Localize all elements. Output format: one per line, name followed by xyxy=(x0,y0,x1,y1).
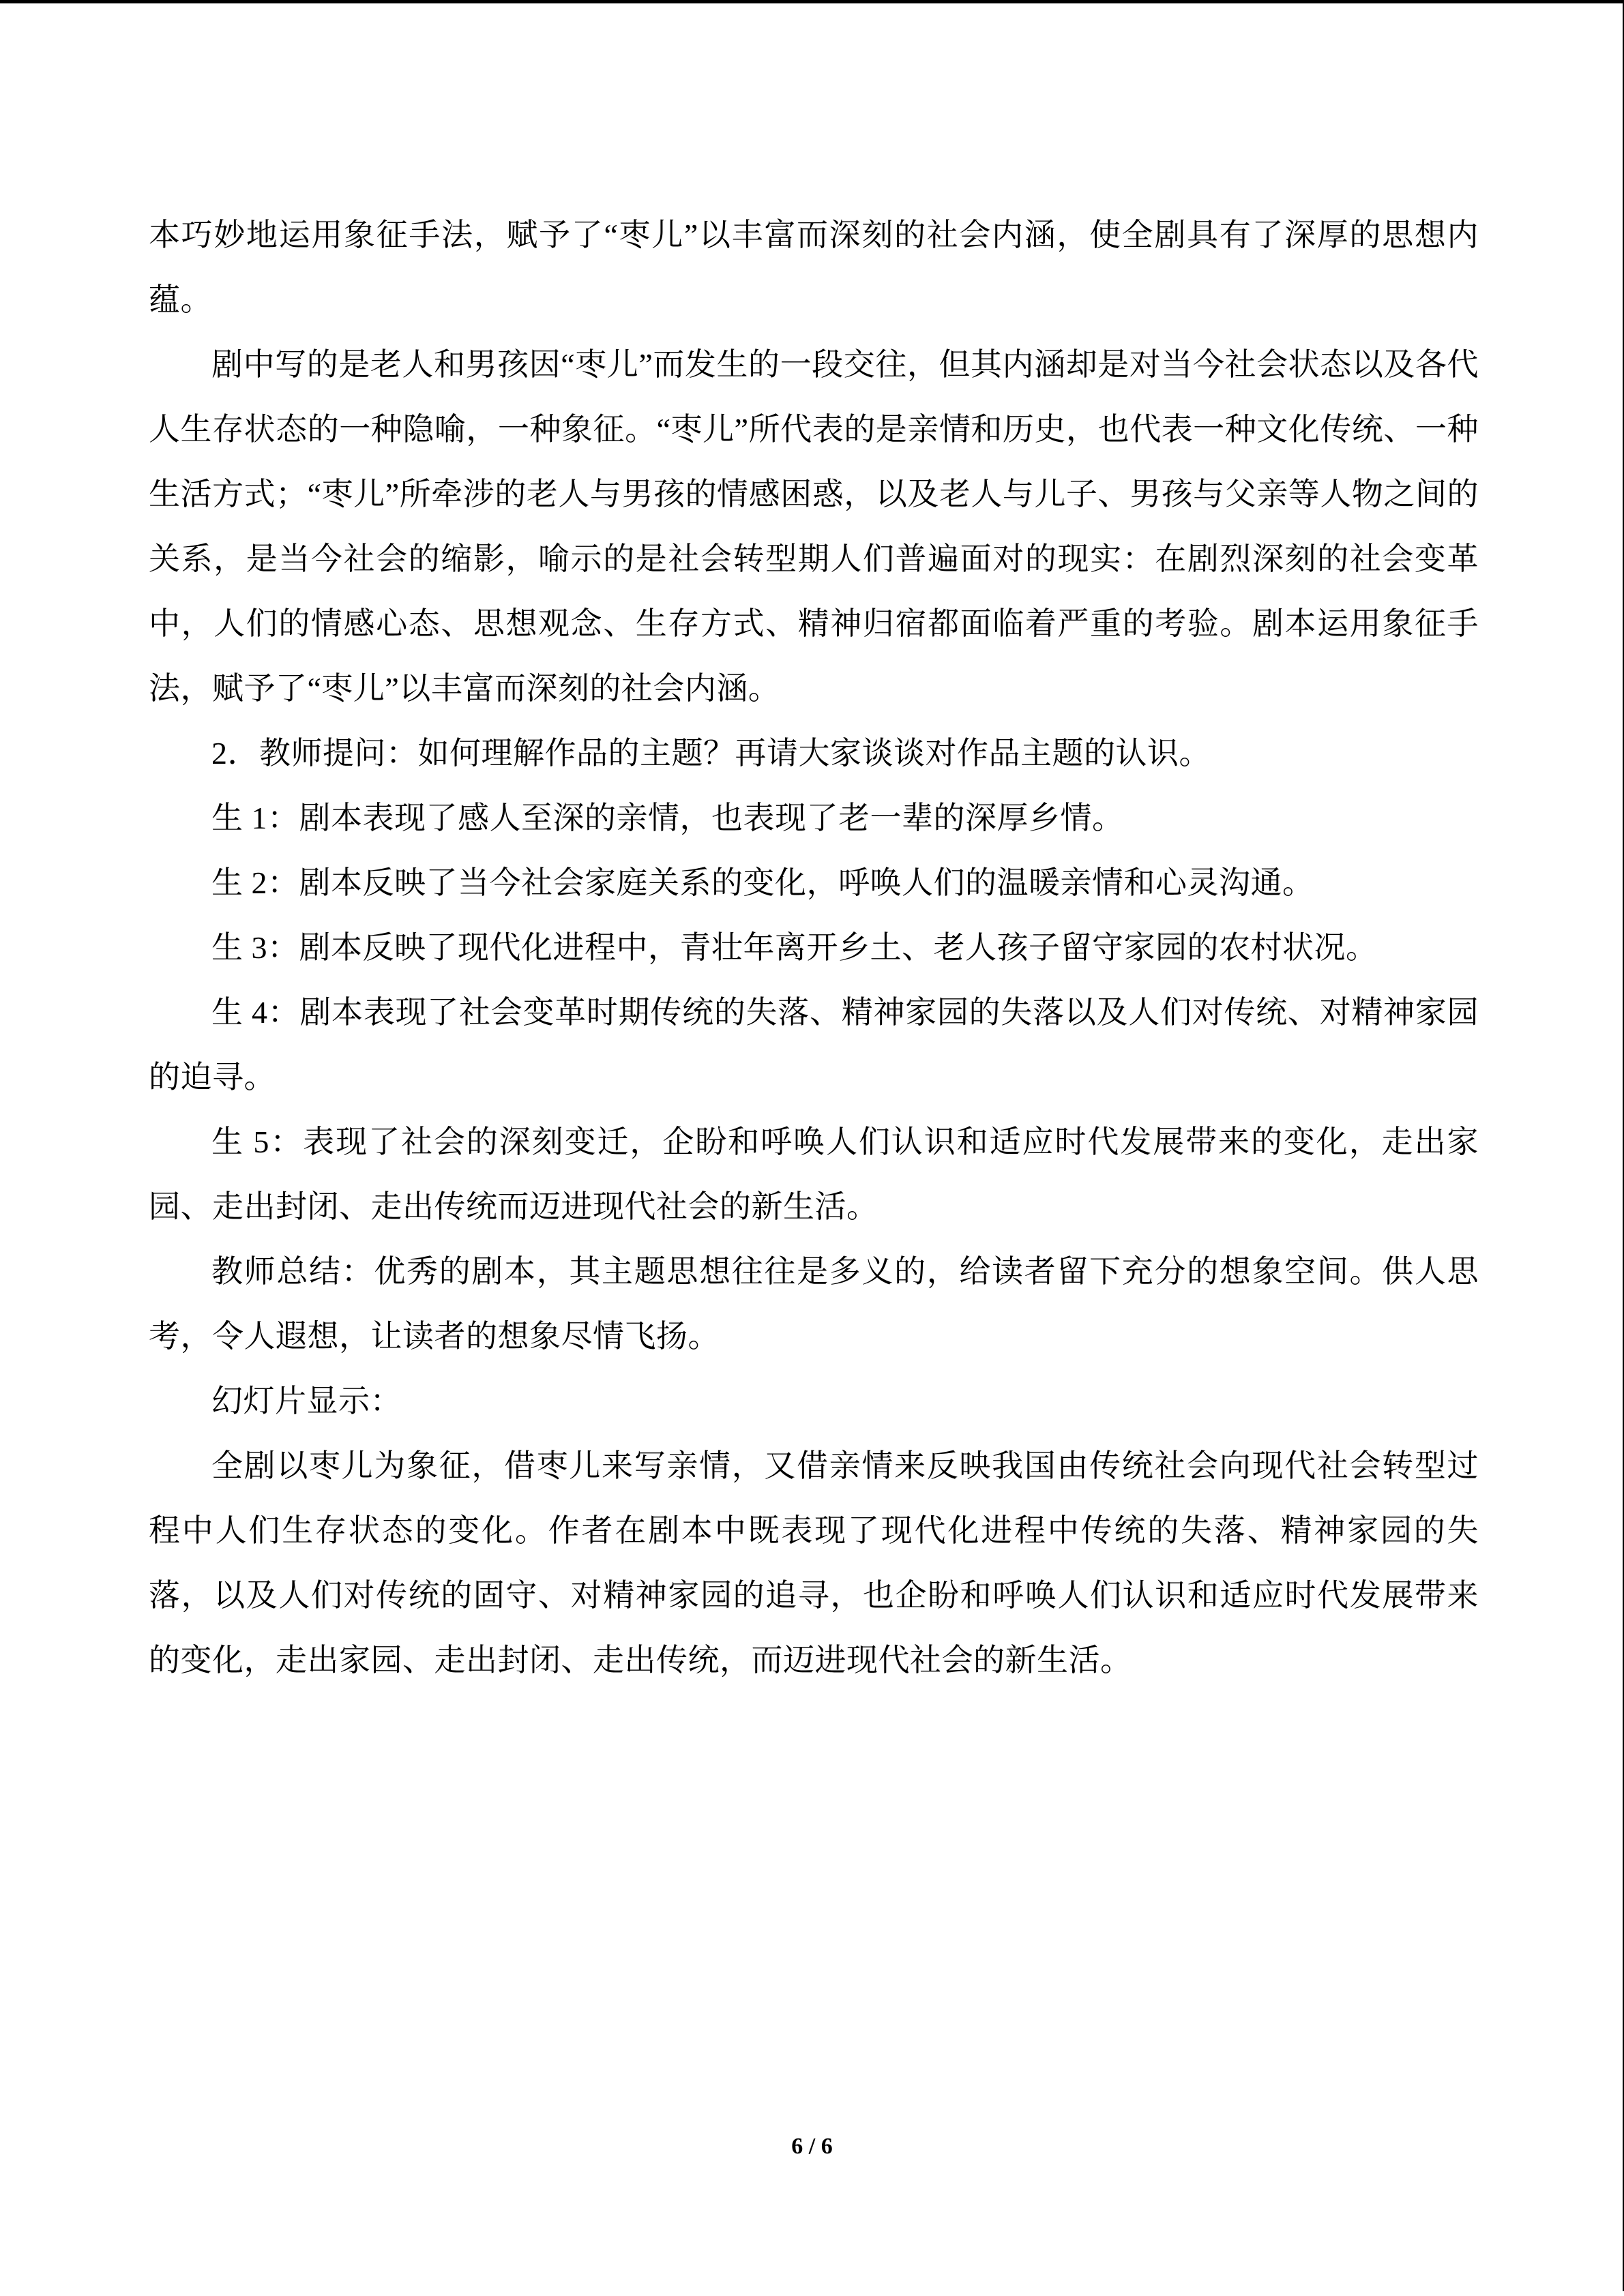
paragraph: 生 4：剧本表现了社会变革时期传统的失落、精神家园的失落以及人们对传统、对精神家园的迫寻。 xyxy=(149,995,1479,1094)
top-edge-line xyxy=(0,0,1624,3)
paragraph: 生 1：剧本表现了感人至深的亲情，也表现了老一辈的深厚乡情。 xyxy=(211,801,1124,835)
page-footer xyxy=(0,2133,1624,2160)
paragraph: 生 3：剧本反映了现代化进程中，青壮年离开乡土、老人孩子留守家园的农村状况。 xyxy=(211,930,1378,965)
page-number: 6 / 6 xyxy=(791,2134,833,2159)
paragraph: 生 5：表现了社会的深刻变迁，企盼和呼唤人们认识和适应时代发展带来的变化，走出家园、走出封闭、走出传统而迈进现代社会的新生活。 xyxy=(149,1124,1479,1224)
paragraph: 幻灯片显示： xyxy=(211,1384,402,1418)
paragraph: 剧中写的是老人和男孩因“枣儿”而发生的一段交往，但其内涵却是对当今社会状态以及各代人生存状态的一种隐喻，一种象征。“枣儿”所代表的是亲情和历史，也代表一种文化传统、一种生活方式；“枣儿”所牵涉的老人与男孩的情感困惑，以及老人与儿子、男孩与父亲等人物之间的关系，是当今社会的缩影，喻示的是社会转型期人们普遍面对的现实：在剧烈深刻的社会变革中，人们的情感心态、思想观念、生存方式、精神归宿都面临着严重的考验。剧本运用象征手法，赋予了“枣儿”以丰富而深刻的社会内涵。 xyxy=(149,347,1479,706)
paragraph: 本巧妙地运用象征手法，赋予了“枣儿”以丰富而深刻的社会内涵，使全剧具有了深厚的思想内蕴。 xyxy=(149,218,1479,317)
paragraph: 生 2：剧本反映了当今社会家庭关系的变化，呼唤人们的温暖亲情和心灵沟通。 xyxy=(211,865,1314,900)
paragraph: 2．教师提问：如何理解作品的主题？再请大家谈谈对作品主题的认识。 xyxy=(211,736,1211,771)
document-body xyxy=(149,203,1479,1693)
paragraph: 全剧以枣儿为象征，借枣儿来写亲情，又借亲情来反映我国由传统社会向现代社会转型过程中人们生存状态的变化。作者在剧本中既表现了现代化进程中传统的失落、精神家园的失落，以及人们对传统的固守、对精神家园的追寻，也企盼和呼唤人们认识和适应时代发展带来的变化，走出家园、走出封闭、走出传统，而迈进现代社会的新生活。 xyxy=(149,1448,1479,1678)
paragraph: 教师总结：优秀的剧本，其主题思想往往是多义的，给读者留下充分的想象空间。供人思考，令人遐想，让读者的想象尽情飞扬。 xyxy=(149,1254,1479,1354)
